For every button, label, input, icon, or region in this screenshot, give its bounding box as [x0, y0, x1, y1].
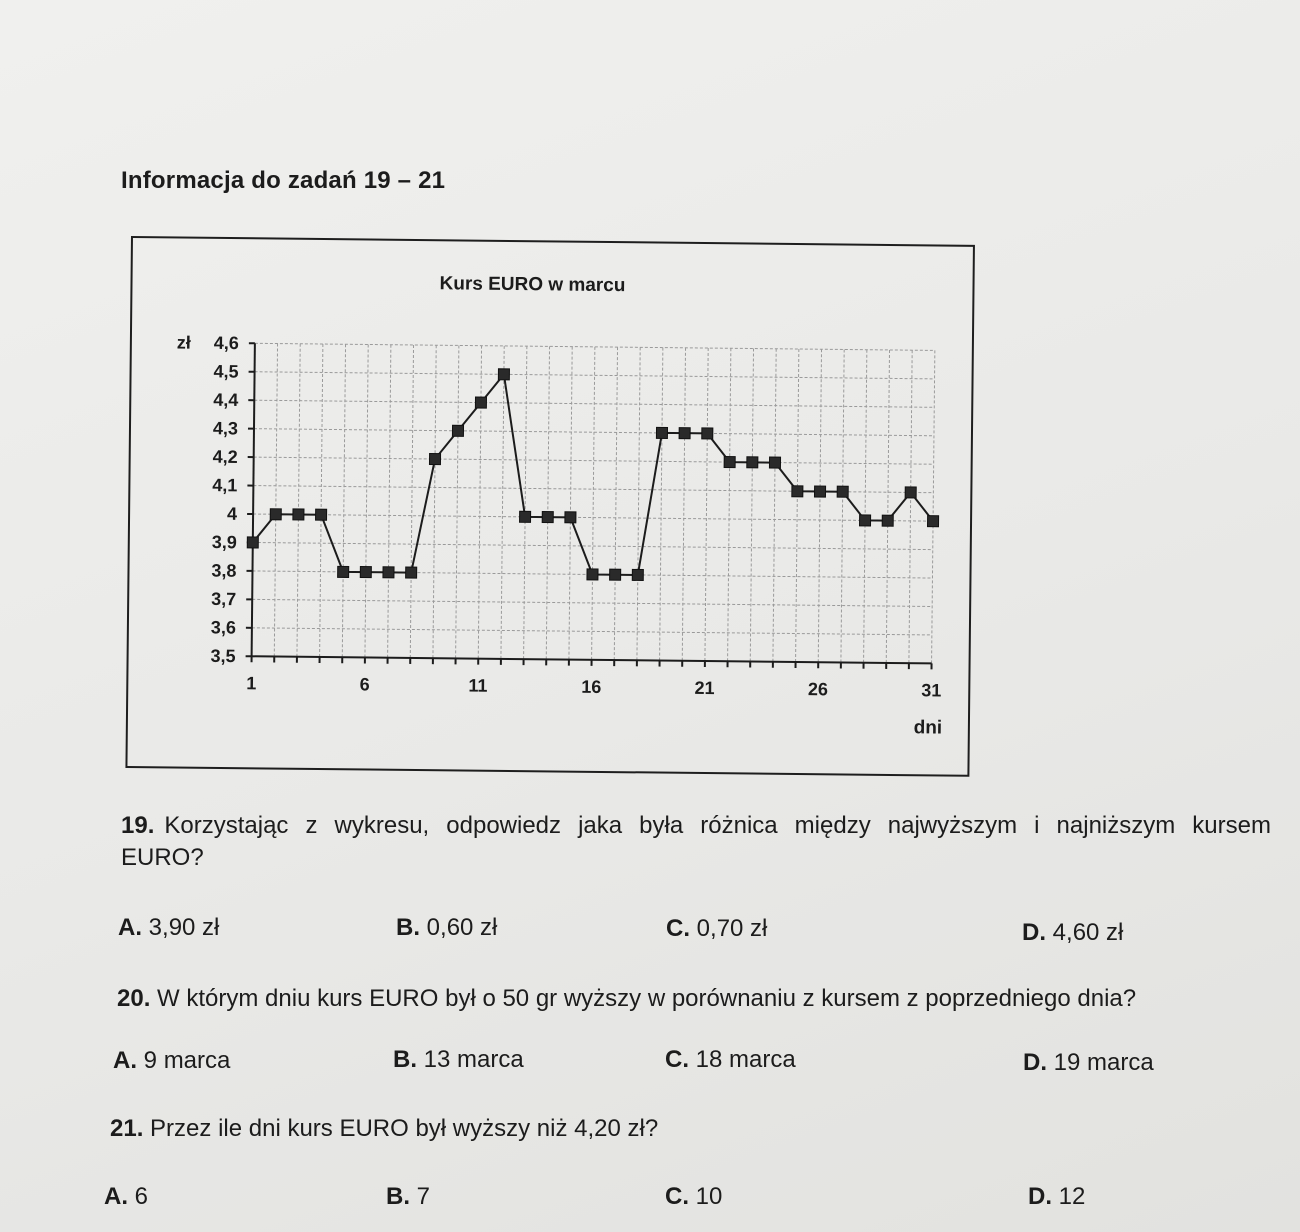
- question-number: 20.: [117, 985, 151, 1012]
- grid-line-vertical: [728, 348, 731, 661]
- grid-line-vertical: [909, 350, 912, 663]
- grid-line-vertical: [569, 347, 572, 660]
- question-21: [110, 1113, 1250, 1145]
- option-19-d[interactable]: D. 4,60 zł: [1022, 919, 1124, 946]
- question-number: 19.: [121, 812, 155, 839]
- grid-line-vertical: [682, 348, 685, 661]
- grid-line-vertical: [274, 344, 277, 657]
- question-number: 21.: [110, 1115, 144, 1142]
- x-axis-label: dni: [913, 717, 943, 739]
- data-point-marker: [837, 486, 848, 497]
- series-line: [252, 372, 934, 578]
- x-tick-label: 21: [694, 677, 715, 699]
- y-tick-label: 3,5: [210, 645, 236, 667]
- grid-line-vertical: [637, 347, 640, 660]
- data-point-marker: [452, 425, 463, 436]
- chart-frame: [125, 236, 975, 777]
- grid-line-vertical: [410, 345, 413, 658]
- data-point-marker: [360, 567, 371, 578]
- y-axis-unit-label: zł: [176, 332, 191, 353]
- grid-line-vertical: [864, 350, 867, 663]
- grid-line-vertical: [886, 350, 889, 663]
- option-21-b[interactable]: B. 7: [386, 1183, 431, 1210]
- grid-line-vertical: [524, 346, 527, 659]
- grid-line-vertical: [388, 345, 391, 658]
- data-point-marker: [429, 453, 440, 464]
- data-point-marker: [383, 567, 394, 578]
- data-point-marker: [316, 509, 327, 520]
- data-point-marker: [247, 537, 258, 548]
- grid-line-vertical: [501, 346, 504, 659]
- y-tick-label: 4,1: [212, 475, 238, 496]
- data-point-marker: [656, 427, 667, 438]
- x-tick-label: 31: [921, 680, 942, 701]
- grid-line-vertical: [660, 348, 663, 661]
- y-tick-label: 4,4: [213, 389, 239, 411]
- section-heading: Informacja do zadań 19 – 21: [121, 167, 446, 194]
- option-21-c[interactable]: C. 10: [665, 1183, 723, 1210]
- x-tick-label: 6: [359, 674, 370, 695]
- grid-line-vertical: [614, 347, 617, 660]
- data-point-marker: [702, 428, 713, 439]
- grid-line-vertical: [796, 349, 799, 662]
- option-19-c[interactable]: C. 0,70 zł: [666, 915, 768, 942]
- grid-line-vertical: [297, 344, 300, 657]
- grid-line-vertical: [478, 346, 481, 659]
- data-point-marker: [610, 569, 621, 580]
- data-point-marker: [632, 569, 643, 580]
- grid-line-vertical: [750, 349, 753, 662]
- data-point-marker: [679, 428, 690, 439]
- question-text-continued: EURO?: [121, 844, 204, 871]
- data-point-marker: [860, 515, 871, 526]
- data-point-marker: [905, 487, 916, 498]
- question-19: [121, 810, 1271, 874]
- grid-line-vertical: [818, 349, 821, 662]
- x-tick-label: 26: [807, 679, 829, 700]
- data-point-marker: [565, 512, 576, 523]
- line-chart: [127, 238, 972, 775]
- option-21-a[interactable]: A. 6: [104, 1183, 149, 1210]
- option-20-d[interactable]: D. 19 marca: [1023, 1049, 1154, 1076]
- y-tick-label: 4,6: [213, 332, 239, 354]
- data-point-marker: [270, 509, 281, 520]
- grid-line-vertical: [433, 345, 436, 658]
- data-point-marker: [406, 567, 417, 578]
- y-tick-label: 4,3: [212, 418, 239, 439]
- grid-line-vertical: [320, 344, 323, 657]
- y-tick-label: 3,6: [210, 617, 237, 638]
- question-20: [117, 983, 1257, 1015]
- option-20-a[interactable]: A. 9 marca: [113, 1047, 231, 1074]
- data-point-marker: [542, 512, 553, 523]
- grid-line-vertical: [456, 345, 459, 658]
- x-tick-label: 11: [468, 675, 488, 696]
- grid-line-vertical: [365, 344, 368, 657]
- option-21-d[interactable]: D. 12: [1028, 1183, 1086, 1210]
- data-point-marker: [293, 509, 304, 520]
- option-20-c[interactable]: C. 18 marca: [665, 1046, 796, 1073]
- grid-line-vertical: [705, 348, 708, 661]
- y-tick-label: 3,7: [211, 588, 237, 610]
- chart-title: Kurs EURO w marcu: [439, 273, 626, 297]
- y-axis-line: [252, 343, 255, 656]
- grid-line-vertical: [342, 344, 345, 657]
- grid-line-vertical: [841, 349, 844, 662]
- option-20-b[interactable]: B. 13 marca: [393, 1046, 524, 1073]
- data-point-marker: [769, 457, 780, 468]
- y-tick-label: 4: [226, 503, 238, 524]
- data-point-marker: [792, 486, 803, 497]
- grid-line-vertical: [546, 346, 549, 659]
- question-text: Przez ile dni kurs EURO był wyższy niż 4,20 zł?: [150, 1115, 659, 1142]
- y-tick-label: 4,2: [212, 446, 238, 467]
- data-point-marker: [724, 457, 735, 468]
- data-point-marker: [587, 569, 598, 580]
- data-point-marker: [882, 515, 893, 526]
- y-tick-label: 3,9: [211, 532, 237, 553]
- x-tick-label: 16: [581, 676, 602, 697]
- data-point-marker: [747, 457, 758, 468]
- question-text: Korzystając z wykresu, odpowiedz jaka była różnica między najwyższym i najniższym kursem: [164, 812, 1271, 839]
- data-point-marker: [498, 369, 509, 380]
- data-point-marker: [475, 397, 486, 408]
- option-19-a[interactable]: A. 3,90 zł: [118, 914, 220, 941]
- y-tick-label: 3,8: [211, 560, 237, 581]
- data-point-marker: [814, 486, 825, 497]
- data-point-marker: [338, 566, 349, 577]
- data-point-marker: [928, 516, 939, 527]
- y-tick-label: 4,5: [213, 361, 239, 382]
- option-19-b[interactable]: B. 0,60 zł: [396, 914, 498, 941]
- x-tick-label: 1: [246, 673, 257, 694]
- grid-line-vertical: [932, 350, 935, 663]
- question-text: W którym dniu kurs EURO był o 50 gr wyższy w porównaniu z kursem z poprzedniego dnia?: [157, 985, 1137, 1012]
- grid-line-vertical: [773, 349, 776, 662]
- grid-line-vertical: [592, 347, 595, 660]
- data-point-marker: [520, 511, 531, 522]
